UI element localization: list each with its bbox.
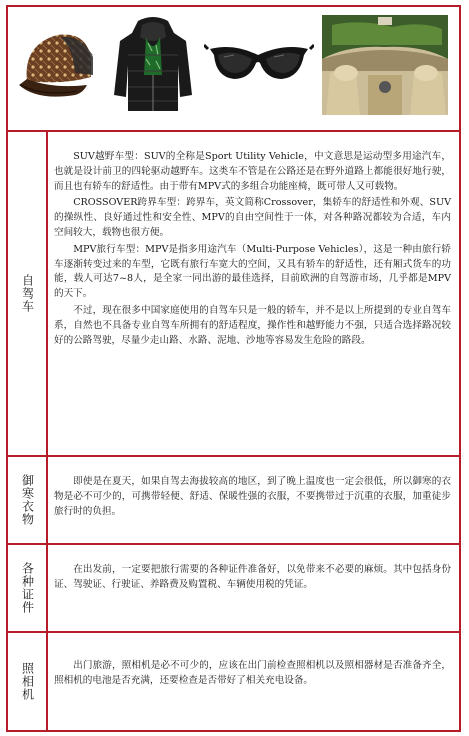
sunglasses-image: [204, 15, 314, 115]
paragraph: MPV旅行车型：MPV是指多用途汽车（Multi-Purpose Vehicles），这是一种由旅行轿车逐渐转变过来的车型，它既有旅行车宽大的空间，又具有轿车的舒适性，还有厢式货车的功能，载人可达7~8人，是全家一同出游的最佳选择，目前欧洲的自驾游市场，几乎都是MPV的天下。: [54, 243, 451, 300]
section-label: 自驾车: [20, 274, 35, 313]
paragraph: 即使是在夏天，如果自驾去海拔较高的地区，到了晚上温度也一定会很低，所以御寒的衣物是必不可少的，可携带轻便、舒适、保暖性强的衣服，不要携带过于沉重的衣服，加重徒步旅行时的负担。: [54, 476, 451, 517]
paragraph: 在出发前，一定要把旅行需要的各种证件准备好，以免带来不必要的麻烦。其中包括身份证、驾驶证、行驶证、养路费及购置税、车辆使用税的凭证。: [54, 564, 451, 590]
section-clothes: [8, 455, 459, 543]
section-content: [54, 563, 451, 625]
paragraph: 出门旅游，照相机是必不可少的，应该在出门前检查照相机以及照相器材是否准备齐全，照相机的电池是否充满，还要检查是否带好了相关充电设备。: [54, 660, 451, 686]
photo-row: [8, 7, 459, 130]
baseball-cap-image: [13, 15, 103, 115]
section-label: 照相机: [20, 662, 35, 701]
section-self-drive: [8, 130, 459, 455]
section-label: 御寒衣物: [20, 474, 35, 526]
section-content: [54, 475, 451, 537]
car-interior-image: [322, 15, 448, 115]
paragraph: CROSSOVER跨界车型：跨界车，英文简称Crossover，集轿车的舒适性和外观、SUV的操纵性、良好通过性和安全性、MPV的自由空间性于一体，对各种路况都较为合适，车内空间较大，载物也很方便。: [54, 197, 451, 238]
section-documents: [8, 543, 459, 631]
section-content: [54, 150, 451, 449]
section-content: [54, 659, 451, 724]
section-label: 各种证件: [20, 562, 35, 614]
paragraph: SUV越野车型：SUV的全称是Sport Utility Vehicle，中文意思是运动型多用途汽车，也就是设计前卫的四轮驱动越野车。这类车不管是在公路还是在野外道路上都能很好地行驶，而且也有轿车的舒适性。由于带有MPV式的多组合功能座椅，既可带人又可载物。: [54, 151, 451, 192]
down-jacket-image: [108, 15, 198, 115]
info-table: [6, 5, 461, 732]
section-camera: [8, 631, 459, 730]
paragraph: 不过，现在很多中国家庭使用的自驾车只是一般的轿车，并不是以上所提到的专业自驾车系，自然也不具备专业自驾车所拥有的舒适程度，操作性和越野能力不强，只适合选择路况较好的公路驾驶，尽量少走山路、水路、泥地、沙地等容易发生危险的路段。: [54, 304, 451, 346]
